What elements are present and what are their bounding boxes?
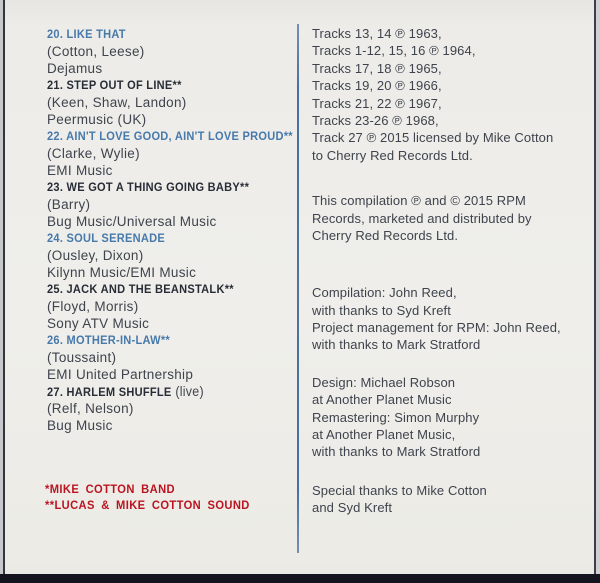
credit-line: Project management for RPM: John Reed, <box>312 320 561 336</box>
track-writers: (Clarke, Wylie) <box>47 146 140 161</box>
track-live-note: (live) <box>171 384 204 399</box>
track-title: 26. MOTHER-IN-LAW** <box>47 333 171 347</box>
thanks-line: Special thanks to Mike Cotton <box>312 482 487 498</box>
credit-line: with thanks to Mark Stratford <box>312 444 481 460</box>
compilation-credits-paragraph <box>312 284 588 354</box>
thanks-line: and Syd Kreft <box>312 500 393 516</box>
track-item <box>47 26 295 77</box>
track-item <box>47 128 295 179</box>
track-writers: (Cotton, Leese) <box>47 44 145 59</box>
compilation-notice-paragraph <box>312 192 588 244</box>
column-divider-rule <box>297 24 299 553</box>
track-writers: (Barry) <box>47 197 91 212</box>
track-item <box>47 179 295 230</box>
track-list-column <box>47 26 295 434</box>
track-item <box>47 383 295 434</box>
design-credits-paragraph <box>312 374 588 461</box>
track-title: 21. STEP OUT OF LINE** <box>47 78 182 92</box>
notice-line: Records, marketed and distributed by <box>312 210 532 226</box>
credit-line: with thanks to Syd Kreft <box>312 302 451 318</box>
track-title: 27. HARLEM SHUFFLE (live) <box>47 384 204 399</box>
artist-footnotes <box>45 482 256 514</box>
left-page-fold-line <box>3 0 5 583</box>
special-thanks-paragraph <box>312 482 588 517</box>
credit-line: at Another Planet Music, <box>312 427 456 443</box>
phonogram-line: Tracks 13, 14 ℗ 1963, <box>312 26 442 41</box>
track-title: 23. WE GOT A THING GOING BABY** <box>47 180 250 194</box>
track-publisher: Bug Music <box>47 418 113 433</box>
track-publisher: Bug Music/Universal Music <box>47 214 217 229</box>
track-writers: (Floyd, Morris) <box>47 299 139 314</box>
track-title: 22. AIN'T LOVE GOOD, AIN'T LOVE PROUD** <box>47 129 293 143</box>
track-title: 24. SOUL SERENADE <box>47 231 165 245</box>
phonogram-paragraph <box>312 25 588 164</box>
notice-line: Cherry Red Records Ltd. <box>312 227 459 243</box>
credit-line: Compilation: John Reed, <box>312 285 457 301</box>
track-writers: (Keen, Shaw, Landon) <box>47 95 187 110</box>
credit-line: with thanks to Mark Stratford <box>312 337 481 353</box>
credit-line: Remastering: Simon Murphy <box>312 409 480 425</box>
track-item <box>47 77 295 128</box>
phonogram-line: Tracks 21, 22 ℗ 1967, <box>312 95 442 111</box>
phonogram-line: to Cherry Red Records Ltd. <box>312 147 473 163</box>
track-item <box>47 230 295 281</box>
track-title: 25. JACK AND THE BEANSTALK** <box>47 282 234 296</box>
phonogram-line: Tracks 1-12, 15, 16 ℗ 1964, <box>312 43 476 59</box>
track-title: 20. LIKE THAT <box>47 27 126 41</box>
phonogram-line: Tracks 19, 20 ℗ 1966, <box>312 78 442 94</box>
track-publisher: Peermusic (UK) <box>47 112 147 127</box>
footnote-line: **LUCAS & MIKE COTTON SOUND <box>45 500 250 512</box>
credit-line: Design: Michael Robson <box>312 374 456 390</box>
bottom-black-bar <box>0 574 600 583</box>
track-publisher: EMI Music <box>47 163 113 178</box>
notice-line: This compilation ℗ and © 2015 RPM <box>312 193 526 209</box>
credits-column <box>312 25 588 517</box>
track-publisher: EMI United Partnership <box>47 367 194 382</box>
phonogram-line: Tracks 23-26 ℗ 1968, <box>312 112 439 128</box>
credit-line: at Another Planet Music <box>312 392 452 408</box>
track-item <box>47 332 295 383</box>
right-page-edge <box>596 0 600 583</box>
track-item <box>47 281 295 332</box>
footnote-line: *MIKE COTTON BAND <box>45 484 175 496</box>
track-publisher: Sony ATV Music <box>47 316 150 331</box>
track-publisher: Kilynn Music/EMI Music <box>47 265 197 280</box>
track-writers: (Relf, Nelson) <box>47 401 134 416</box>
track-writers: (Ousley, Dixon) <box>47 248 144 263</box>
track-writers: (Toussaint) <box>47 350 117 365</box>
phonogram-line: Track 27 ℗ 2015 licensed by Mike Cotton <box>312 130 554 146</box>
track-publisher: Dejamus <box>47 61 103 76</box>
phonogram-line: Tracks 17, 18 ℗ 1965, <box>312 60 442 76</box>
